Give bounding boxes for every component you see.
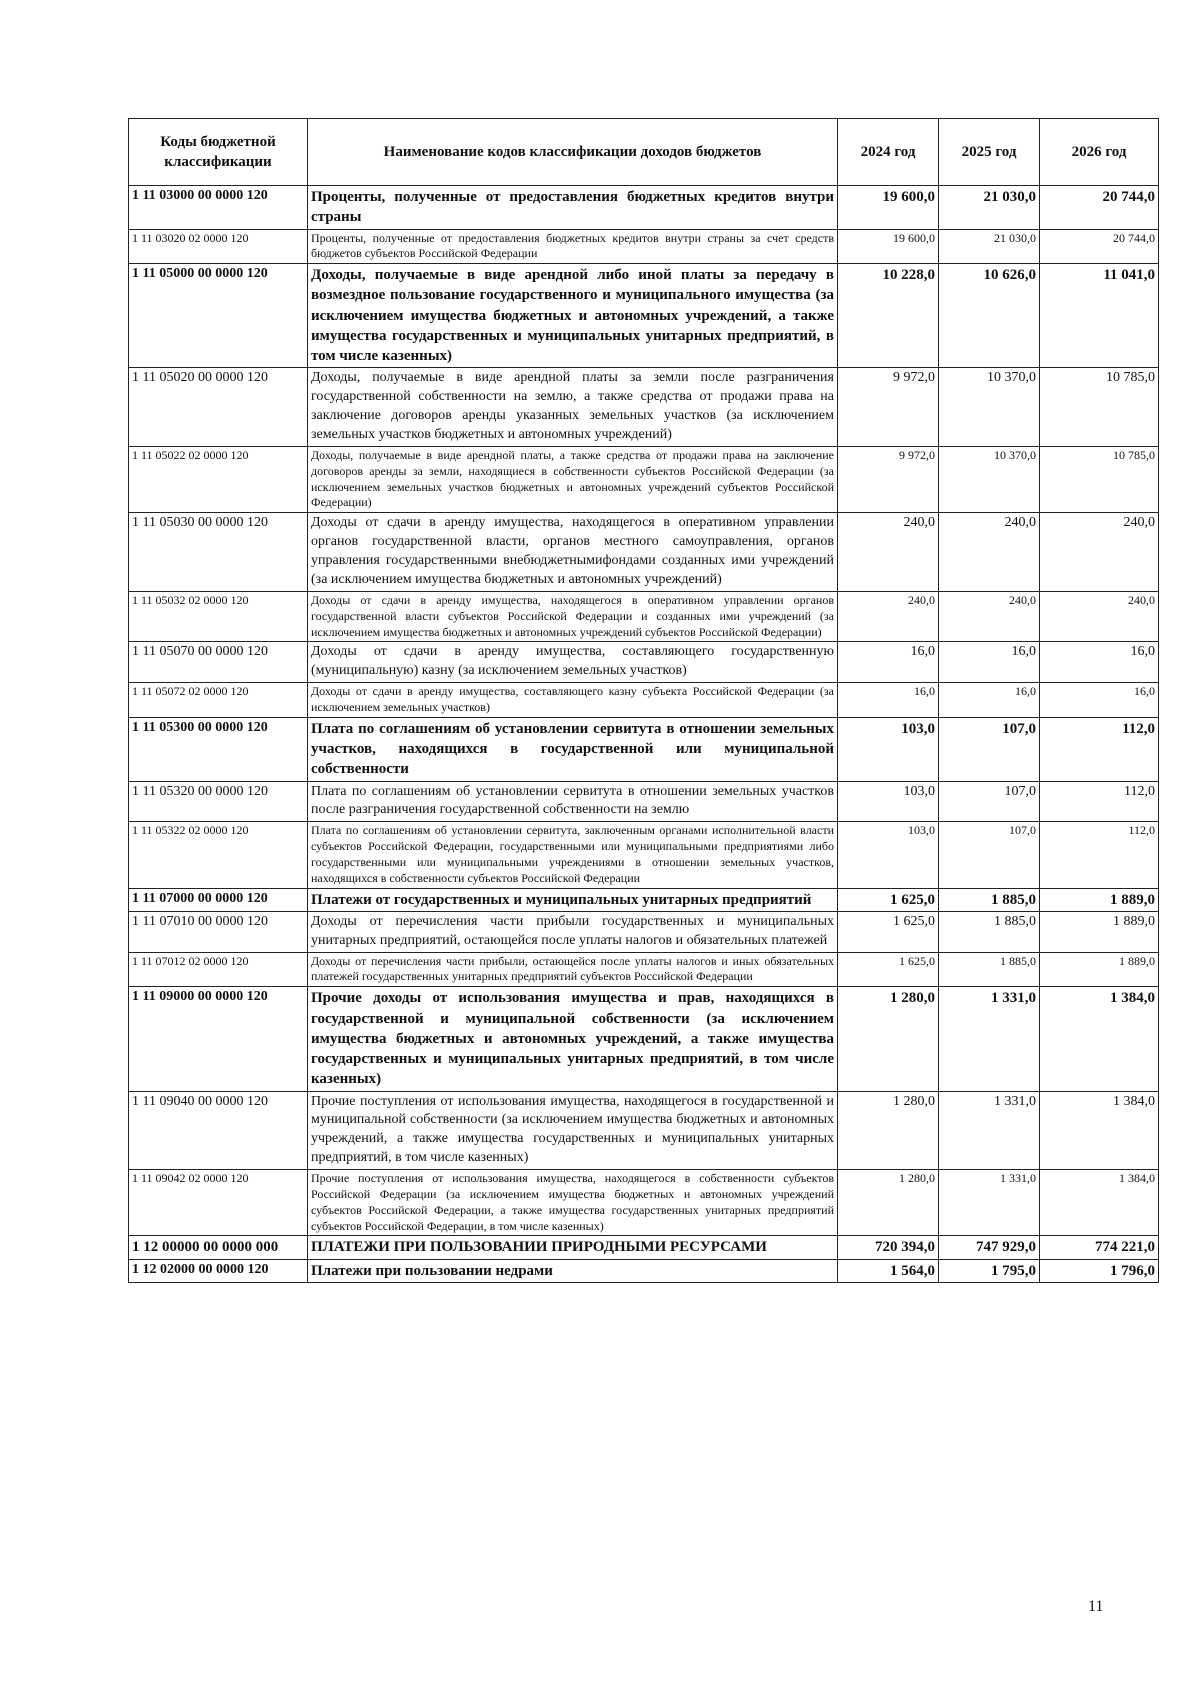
row-code: 1 11 05032 02 0000 120 [129, 591, 308, 641]
row-value-2025: 16,0 [939, 683, 1040, 718]
row-value-2025: 1 885,0 [939, 952, 1040, 987]
row-value-2025: 1 331,0 [939, 1091, 1040, 1170]
row-value-2026: 112,0 [1040, 822, 1159, 888]
row-value-2024: 103,0 [838, 822, 939, 888]
row-value-2024: 1 625,0 [838, 952, 939, 987]
row-value-2026: 240,0 [1040, 591, 1159, 641]
row-value-2025: 240,0 [939, 591, 1040, 641]
budget-revenue-table [128, 118, 1159, 1283]
table-row [129, 513, 1159, 592]
table-row [129, 822, 1159, 888]
row-value-2024: 103,0 [838, 781, 939, 822]
table-header-row [129, 119, 1159, 186]
row-code: 1 11 05000 00 0000 120 [129, 264, 308, 368]
table-row [129, 264, 1159, 368]
row-name: Доходы от перечисления части прибыли, остающейся после уплаты налогов и иных обязательных платежей государственных унитарных предприятий субъектов Российской Федерации [308, 952, 838, 987]
row-value-2025: 10 626,0 [939, 264, 1040, 368]
row-name: Проценты, полученные от предоставления бюджетных кредитов внутри страны [308, 186, 838, 230]
row-name: Плата по соглашениям об установлении сервитута в отношении земельных участков после разграничения государственной собственности на землю [308, 781, 838, 822]
row-name: Платежи от государственных и муниципальных унитарных предприятий [308, 888, 838, 911]
row-code: 1 11 05030 00 0000 120 [129, 513, 308, 592]
row-value-2025: 21 030,0 [939, 229, 1040, 264]
row-value-2024: 240,0 [838, 591, 939, 641]
row-value-2024: 9 972,0 [838, 446, 939, 512]
row-value-2024: 240,0 [838, 513, 939, 592]
row-value-2026: 11 041,0 [1040, 264, 1159, 368]
row-value-2024: 10 228,0 [838, 264, 939, 368]
row-value-2025: 1 885,0 [939, 911, 1040, 952]
table-row [129, 1091, 1159, 1170]
row-value-2026: 1 889,0 [1040, 911, 1159, 952]
row-name: Доходы, получаемые в виде арендной либо иной платы за передачу в возмездное пользование государственного и муниципального имущества (за исключением имущества бюджетных и автономных учреждений, а также имущества государственных и муниципальных унитарных предприятий, в том числе казенных) [308, 264, 838, 368]
table-row [129, 1236, 1159, 1259]
row-value-2025: 747 929,0 [939, 1236, 1040, 1259]
header-codes: Коды бюджетной классификации [129, 119, 308, 186]
row-code: 1 11 05320 00 0000 120 [129, 781, 308, 822]
row-name: Доходы от сдачи в аренду имущества, находящегося в оперативном управлении органов государственной власти, органов местного самоуправления, органов управления государственными внебюджетнымифондами созданных ими учреждений (за исключением имущества бюджетных и автономных учреждений) [308, 513, 838, 592]
row-value-2026: 16,0 [1040, 642, 1159, 683]
row-value-2025: 10 370,0 [939, 446, 1040, 512]
row-code: 1 11 07010 00 0000 120 [129, 911, 308, 952]
table-row [129, 446, 1159, 512]
row-code: 1 12 00000 00 0000 000 [129, 1236, 308, 1259]
row-name: Плата по соглашениям об установлении сервитута, заключенным органами исполнительной власти субъектов Российской Федерации, государственными или муниципальными предприятиями либо государственными или муниципальными учреждениями в отношении земельных участков, находящихся в собственности субъектов Российской Федерации [308, 822, 838, 888]
table-row [129, 888, 1159, 911]
header-2024: 2024 год [838, 119, 939, 186]
row-value-2024: 16,0 [838, 642, 939, 683]
row-value-2024: 19 600,0 [838, 186, 939, 230]
row-code: 1 11 09000 00 0000 120 [129, 987, 308, 1091]
row-value-2025: 240,0 [939, 513, 1040, 592]
row-value-2024: 1 625,0 [838, 911, 939, 952]
row-value-2024: 1 564,0 [838, 1259, 939, 1282]
row-name: Доходы от сдачи в аренду имущества, составляющего государственную (муниципальную) казну (за исключением земельных участков) [308, 642, 838, 683]
row-value-2025: 107,0 [939, 822, 1040, 888]
row-code: 1 11 05020 00 0000 120 [129, 368, 308, 447]
table-row [129, 987, 1159, 1091]
row-name: Прочие поступления от использования имущества, находящегося в государственной и муниципальной собственности (за исключением имущества бюджетных и автономных учреждений, а также имущества государственных и муниципальных унитарных предприятий, в том числе казенных) [308, 1091, 838, 1170]
row-name: Прочие поступления от использования имущества, находящегося в собственности субъектов Российской Федерации (за исключением имущества бюджетных и автономных учреждений субъектов Российской Федерации, а также имущества государственных унитарных предприятий субъектов Российской Федерации, в том числе казенных) [308, 1170, 838, 1236]
row-name: Доходы, получаемые в виде арендной платы за земли после разграничения государственной собственности на землю, а также средства от продажи права на заключение договоров аренды указанных земельных участков (за исключением земельных участков бюджетных и автономных учреждений) [308, 368, 838, 447]
row-code: 1 11 05070 00 0000 120 [129, 642, 308, 683]
row-name: Доходы, получаемые в виде арендной платы, а также средства от продажи права на заключение договоров аренды за земли, находящиеся в собственности субъектов Российской Федерации (за исключением земельных участков бюджетных и автономных учреждений субъектов Российской Федерации) [308, 446, 838, 512]
row-value-2026: 1 796,0 [1040, 1259, 1159, 1282]
row-value-2025: 16,0 [939, 642, 1040, 683]
table-row [129, 368, 1159, 447]
table-row [129, 186, 1159, 230]
row-code: 1 11 07000 00 0000 120 [129, 888, 308, 911]
row-value-2026: 1 889,0 [1040, 888, 1159, 911]
row-code: 1 11 05300 00 0000 120 [129, 717, 308, 781]
row-code: 1 11 03020 02 0000 120 [129, 229, 308, 264]
row-value-2025: 1 795,0 [939, 1259, 1040, 1282]
row-value-2026: 774 221,0 [1040, 1236, 1159, 1259]
header-2025: 2025 год [939, 119, 1040, 186]
table-row [129, 683, 1159, 718]
row-value-2025: 107,0 [939, 781, 1040, 822]
row-value-2024: 16,0 [838, 683, 939, 718]
row-code: 1 11 05072 02 0000 120 [129, 683, 308, 718]
table-row [129, 781, 1159, 822]
row-name: Прочие доходы от использования имущества и прав, находящихся в государственной и муниципальной собственности (за исключением имущества бюджетных и автономных учреждений, а также имущества государственных и муниципальных унитарных предприятий, в том числе казенных) [308, 987, 838, 1091]
row-value-2026: 10 785,0 [1040, 446, 1159, 512]
row-name: Плата по соглашениям об установлении сервитута в отношении земельных участков, находящихся в государственной или муниципальной собственности [308, 717, 838, 781]
row-code: 1 11 09040 00 0000 120 [129, 1091, 308, 1170]
table-row [129, 1259, 1159, 1282]
row-name: Доходы от сдачи в аренду имущества, составляющего казну субъекта Российской Федерации (за исключением земельных участков) [308, 683, 838, 718]
row-value-2024: 19 600,0 [838, 229, 939, 264]
row-value-2026: 20 744,0 [1040, 186, 1159, 230]
row-code: 1 11 05022 02 0000 120 [129, 446, 308, 512]
table-row [129, 911, 1159, 952]
row-value-2026: 112,0 [1040, 781, 1159, 822]
header-2026: 2026 год [1040, 119, 1159, 186]
row-value-2025: 1 331,0 [939, 1170, 1040, 1236]
row-name: Платежи при пользовании недрами [308, 1259, 838, 1282]
table-row [129, 591, 1159, 641]
row-name: Доходы от сдачи в аренду имущества, находящегося в оперативном управлении органов государственной власти субъектов Российской Федерации и созданных ими учреждений (за исключением имущества бюджетных и автономных учреждений субъектов Российской Федерации) [308, 591, 838, 641]
row-value-2024: 720 394,0 [838, 1236, 939, 1259]
table-row [129, 1170, 1159, 1236]
table-row [129, 717, 1159, 781]
row-value-2026: 10 785,0 [1040, 368, 1159, 447]
row-name: Проценты, полученные от предоставления бюджетных кредитов внутри страны за счет средств бюджетов субъектов Российской Федерации [308, 229, 838, 264]
row-code: 1 12 02000 00 0000 120 [129, 1259, 308, 1282]
row-value-2024: 1 280,0 [838, 1091, 939, 1170]
row-value-2026: 1 384,0 [1040, 987, 1159, 1091]
row-code: 1 11 07012 02 0000 120 [129, 952, 308, 987]
row-code: 1 11 09042 02 0000 120 [129, 1170, 308, 1236]
table-row [129, 952, 1159, 987]
row-value-2025: 21 030,0 [939, 186, 1040, 230]
row-name: ПЛАТЕЖИ ПРИ ПОЛЬЗОВАНИИ ПРИРОДНЫМИ РЕСУРСАМИ [308, 1236, 838, 1259]
row-value-2024: 103,0 [838, 717, 939, 781]
row-value-2025: 10 370,0 [939, 368, 1040, 447]
row-value-2025: 1 885,0 [939, 888, 1040, 911]
table-row [129, 642, 1159, 683]
row-value-2024: 1 625,0 [838, 888, 939, 911]
page-number: 11 [1088, 1598, 1104, 1615]
row-name: Доходы от перечисления части прибыли государственных и муниципальных унитарных предприятий, остающейся после уплаты налогов и обязательных платежей [308, 911, 838, 952]
row-value-2026: 20 744,0 [1040, 229, 1159, 264]
table-row [129, 229, 1159, 264]
row-value-2026: 1 384,0 [1040, 1170, 1159, 1236]
row-value-2024: 1 280,0 [838, 987, 939, 1091]
row-value-2026: 112,0 [1040, 717, 1159, 781]
row-value-2024: 1 280,0 [838, 1170, 939, 1236]
row-value-2026: 16,0 [1040, 683, 1159, 718]
row-value-2024: 9 972,0 [838, 368, 939, 447]
row-code: 1 11 03000 00 0000 120 [129, 186, 308, 230]
row-value-2026: 1 889,0 [1040, 952, 1159, 987]
header-name: Наименование кодов классификации доходов бюджетов [308, 119, 838, 186]
row-value-2025: 1 331,0 [939, 987, 1040, 1091]
row-value-2026: 1 384,0 [1040, 1091, 1159, 1170]
row-value-2025: 107,0 [939, 717, 1040, 781]
row-code: 1 11 05322 02 0000 120 [129, 822, 308, 888]
row-value-2026: 240,0 [1040, 513, 1159, 592]
